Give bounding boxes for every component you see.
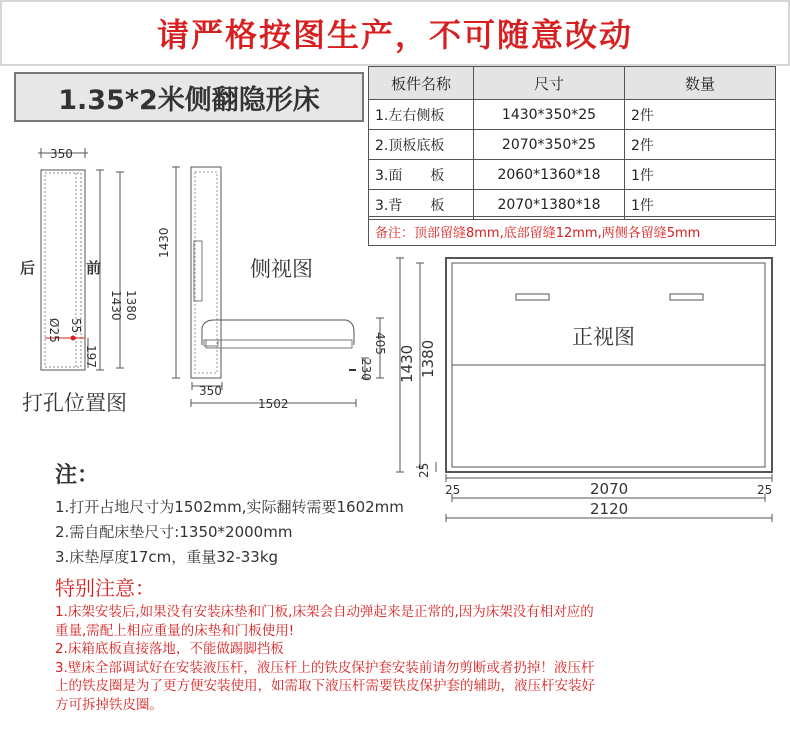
hole-diagram-title: 打孔位置图 — [22, 391, 127, 415]
special-note-line: 上的铁皮圈是为了更方便安装使用，如需取下液压杆需要铁皮保护套的辅助，液压杆安装好 — [55, 678, 595, 694]
side-view-drawing — [172, 167, 384, 407]
front-inner-width-label: 2070 — [590, 480, 629, 498]
front-inner-height-label: 1380 — [419, 339, 437, 378]
special-note-line: 3.壁床全部调试好在安装液压杆，液压杆上的铁皮保护套安装前请勿剪断或者扔掉！液压杆 — [55, 659, 595, 676]
side-depth-label: 350 — [199, 384, 222, 398]
side-405-label: 405 — [373, 332, 387, 355]
side-open-length-label: 1502 — [258, 397, 289, 411]
special-note-line: 方可拆掉铁皮圈。 — [55, 696, 163, 713]
part-qty: 1件 — [625, 190, 776, 220]
front-handle-left — [516, 294, 549, 300]
part-size: 2060*1360*18 — [474, 160, 625, 190]
part-size: 2070*350*25 — [474, 130, 625, 160]
special-note-line: 重量,需配上相应重量的床垫和门板使用! — [55, 622, 295, 639]
hole-diameter-label: Ø25 — [47, 318, 61, 343]
note-item: 1.打开占地尺寸为1502mm,实际翻转需要1602mm — [55, 498, 404, 516]
part-qty: 1件 — [625, 160, 776, 190]
hole-height-label: 197 — [84, 345, 98, 368]
col-header-name: 板件名称 — [369, 67, 474, 100]
note-item: 2.需自配床垫尺寸:1350*2000mm — [55, 523, 293, 541]
part-name: 1.左右侧板 — [369, 100, 474, 130]
part-qty: 2件 — [625, 100, 776, 130]
note-item: 3.床垫厚度17cm，重量32-33kg — [55, 548, 279, 566]
hole-height-1430: 1430 — [109, 290, 123, 321]
side-height-label: 1430 — [157, 227, 171, 258]
part-name: 3.面 板 — [369, 160, 474, 190]
hole-offset-label: 55 — [69, 318, 83, 334]
col-header-size: 尺寸 — [474, 67, 625, 100]
col-header-qty: 数量 — [625, 67, 776, 100]
part-name: 3.背 板 — [369, 190, 474, 220]
front-label: 前 — [86, 259, 102, 277]
front-bottom-gap-label: 25 — [417, 462, 431, 478]
part-size: 1430*350*25 — [474, 100, 625, 130]
special-note-line: 2.床箱底板直接落地，不能做踢脚挡板 — [55, 641, 284, 657]
special-notes-title: 特别注意： — [55, 576, 155, 600]
part-qty: 2件 — [625, 130, 776, 160]
side-230-label: 230 — [359, 358, 373, 381]
front-outer-width-label: 2120 — [590, 500, 629, 518]
front-view-title: 正视图 — [572, 325, 635, 349]
special-notes-body — [55, 603, 770, 714]
header-title: 请严格按图生产，不可随意改动 — [156, 16, 633, 54]
front-right-gap-label: 25 — [757, 483, 773, 497]
front-left-gap-label: 25 — [445, 483, 461, 497]
back-label: 后 — [20, 259, 36, 277]
hole-height-1380: 1380 — [124, 290, 138, 321]
notes-title: 注： — [55, 463, 100, 488]
product-title: 1.35*2米侧翻隐形床 — [14, 72, 364, 122]
front-outer-height-label: 1430 — [398, 344, 416, 383]
table-remark: 备注：顶部留缝8mm,底部留缝12mm,两侧各留缝5mm — [368, 216, 776, 246]
part-name: 2.顶板底板 — [369, 130, 474, 160]
side-view-title: 侧视图 — [250, 257, 313, 281]
hole-width-label: 350 — [50, 147, 73, 161]
hole-mark — [71, 336, 76, 341]
opened-bed-frame — [202, 320, 354, 345]
special-note-line: 1.床架安装后,如果没有安装床垫和门板,床架会自动弹起来是正常的,因为床架没有相对应的 — [55, 604, 594, 620]
part-size: 2070*1380*18 — [474, 190, 625, 220]
front-handle-right — [670, 294, 703, 300]
